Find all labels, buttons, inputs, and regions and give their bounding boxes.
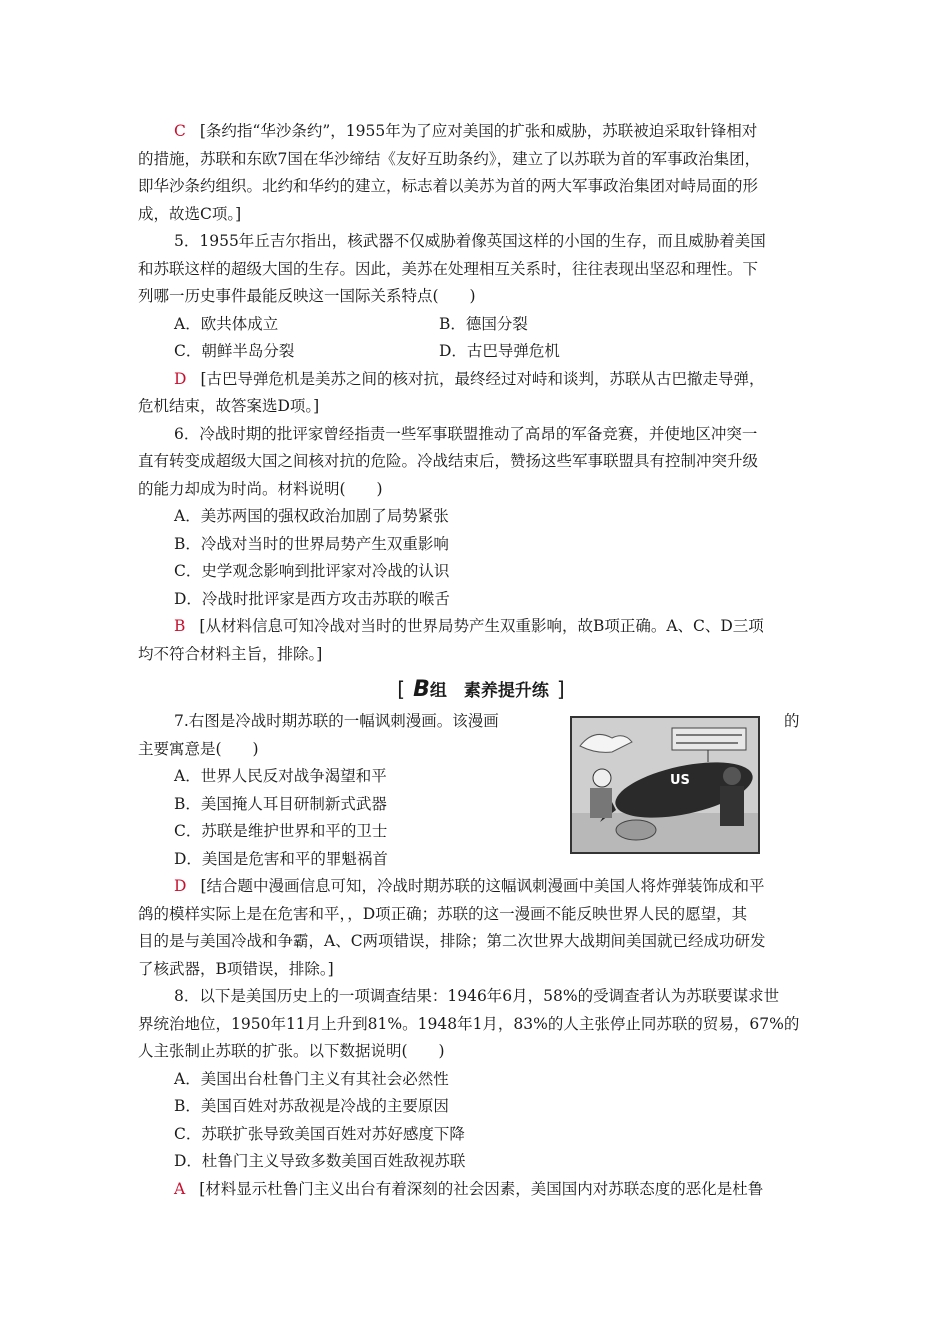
option-b: B．美国百姓对苏敌视是冷战的主要原因 <box>174 1097 449 1115</box>
q7-answer-line: 了核武器，B项错误，排除。] <box>138 959 334 978</box>
question-6-stem: 的能力却成为时尚。材料说明( ) <box>138 479 383 498</box>
q6-answer-line: B [从材料信息可知冷战对当时的世界局势产生双重影响，故B项正确。A、C、D三项 <box>174 617 764 635</box>
satirical-cartoon-image <box>570 716 760 854</box>
question-7-stem: 主要寓意是( ) <box>138 739 259 758</box>
section-header: [ B组 素养提升练 ] <box>397 677 565 702</box>
option-c: C．苏联是维护世界和平的卫士 <box>174 822 388 840</box>
section-letter: B <box>413 677 430 702</box>
question-7-block <box>138 708 824 873</box>
question-6-stem: 直有转变成超级大国之间核对抗的危险。冷战结束后，赞扬这些军事联盟具有控制冲突升级 <box>138 452 759 470</box>
q4-answer-line: C [条约指“华沙条约”，1955年为了应对美国的扩张和威胁，苏联被迫采取针锋相对 <box>174 122 758 140</box>
option-c: C．史学观念影响到批评家对冷战的认识 <box>174 562 450 580</box>
question-8-stem: 8．以下是美国历史上的一项调查结果：1946年6月，58%的受调查者认为苏联要谋求世 <box>174 987 780 1005</box>
question-6-stem: 6．冷战时期的批评家曾经指责一些军事联盟推动了高昂的军备竞赛，并使地区冲突一 <box>174 424 758 443</box>
q5-answer-line: D [古巴导弹危机是美苏之间的核对抗，最终经过对峙和谈判，苏联从古巴撤走导弹， <box>174 369 765 388</box>
q4-answer-line: 即华沙条约组织。北约和华约的建立，标志着以美苏为首的两大军事政治集团对峙局面的形 <box>138 177 759 195</box>
option-b: B．冷战对当时的世界局势产生双重影响 <box>174 534 449 553</box>
option-d: D．古巴导弹危机 <box>439 342 560 360</box>
option-a: A．世界人民反对战争渴望和平 <box>174 767 387 785</box>
question-5-options-row <box>138 311 824 339</box>
question-5-stem: 5．1955年丘吉尔指出，核武器不仅威胁着像英国这样的小国的生存，而且威胁着美国 <box>174 232 766 250</box>
q7-answer-line: 鸽的模样实际上是在危害和平，，D项正确；苏联的这一漫画不能反映世界人民的愿望，其 <box>138 904 748 923</box>
answer-letter: D <box>174 369 187 388</box>
option-d: D．美国是危害和平的罪魁祸首 <box>174 849 388 868</box>
question-5-options-row <box>138 338 824 366</box>
q6-answer-line: 均不符合材料主旨，排除。] <box>138 644 323 663</box>
bomb-label: US <box>670 773 690 788</box>
answer-letter: D <box>174 877 187 895</box>
option-a: A．美国出台杜鲁门主义有其社会必然性 <box>174 1069 449 1088</box>
answer-letter: B <box>174 617 186 635</box>
answer-letter: C <box>174 122 186 140</box>
question-5-stem: 和苏联这样的超级大国的生存。因此，美苏在处理相互关系时，往往表现出坚忍和理性。下 <box>138 259 759 278</box>
q7-answer-line: D [结合题中漫画信息可知，冷战时期苏联的这幅讽刺漫画中美国人将炸弹装饰成和平 <box>174 877 765 895</box>
question-8-stem: 人主张制止苏联的扩张。以下数据说明( ) <box>138 1042 445 1060</box>
question-8-stem: 界统治地位，1950年11月上升到81%。1948年1月，83%的人主张停止同苏联的贸易，67%的 <box>138 1014 800 1033</box>
option-a: A．美苏两国的强权政治加剧了局势紧张 <box>174 507 449 525</box>
option-c: C．朝鲜半岛分裂 <box>174 342 295 360</box>
cartoon-illustration <box>572 718 758 852</box>
option-c: C．苏联扩张导致美国百姓对苏好感度下降 <box>174 1124 465 1143</box>
document-page <box>138 118 824 1203</box>
option-b: B．德国分裂 <box>439 314 528 333</box>
q7-answer-line: 目的是与美国冷战和争霸，A、C两项错误，排除；第二次世界大战期间美国就已经成功研发 <box>138 932 766 950</box>
question-5-stem: 列哪一历史事件最能反映这一国际关系特点( ) <box>138 287 476 305</box>
section-title: 组 素养提升练 <box>429 681 549 701</box>
answer-letter: A <box>174 1179 186 1198</box>
option-a: A．欧共体成立 <box>174 314 279 333</box>
q8-answer-line: A [材料显示杜鲁门主义出台有着深刻的社会因素，美国国内对苏联态度的恶化是杜鲁 <box>174 1179 764 1198</box>
q4-answer-line: 的措施，苏联和东欧7国在华沙缔结《友好互助条约》，建立了以苏联为首的军事政治集团， <box>138 149 761 168</box>
q4-answer-line: 成，故选C项。] <box>138 204 242 223</box>
option-b: B．美国掩人耳目研制新式武器 <box>174 794 387 813</box>
question-7-stem: 7.右图是冷战时期苏联的一幅讽刺漫画。该漫画 <box>174 712 499 730</box>
question-7-stem-tail: 的 <box>784 712 800 730</box>
q5-answer-line: 危机结束，故答案选D项。] <box>138 397 320 415</box>
option-d: D．杜鲁门主义导致多数美国百姓敌视苏联 <box>174 1152 466 1170</box>
option-d: D．冷战时批评家是西方攻击苏联的喉舌 <box>174 589 450 608</box>
